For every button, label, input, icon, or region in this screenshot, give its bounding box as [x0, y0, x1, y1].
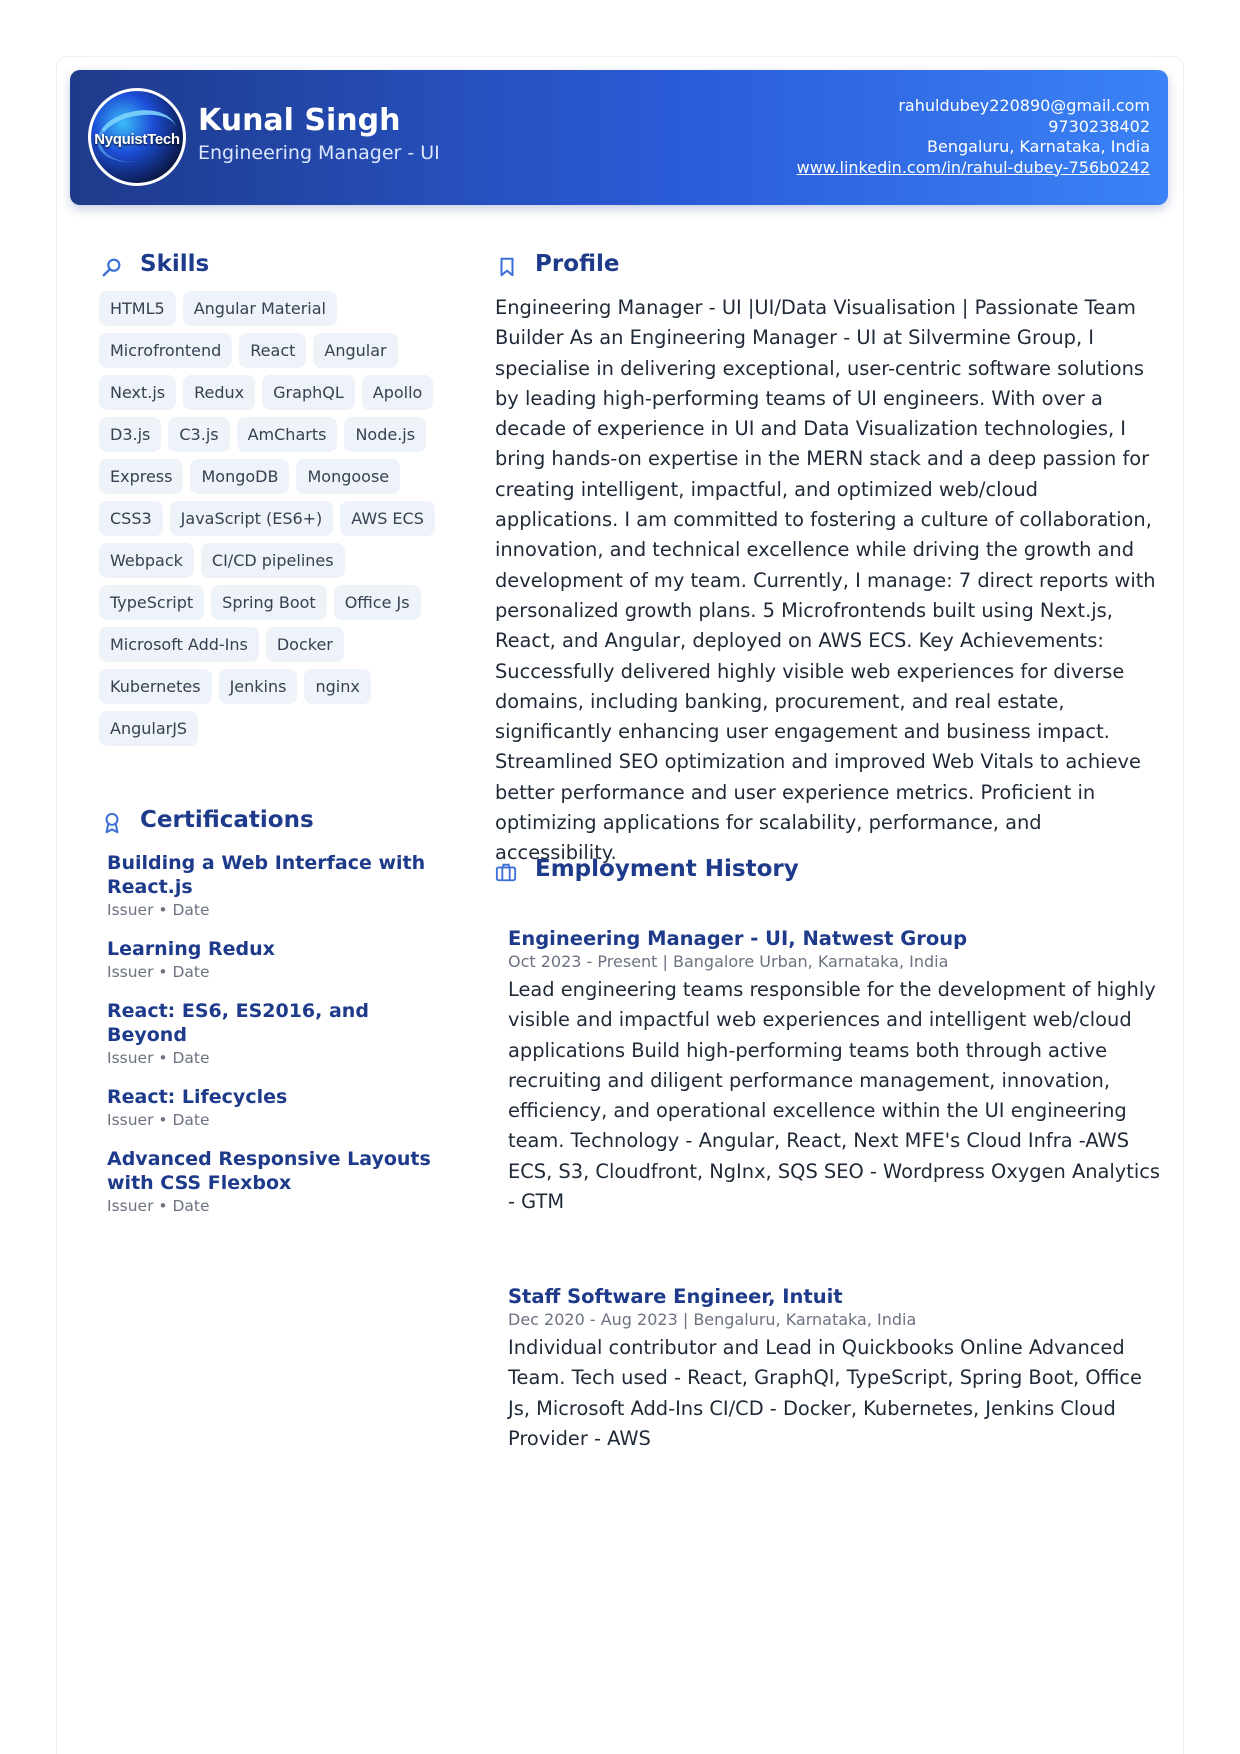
- certifications-list: [107, 851, 437, 1233]
- skill-chip: Kubernetes: [99, 669, 212, 704]
- certification-item: [107, 851, 437, 921]
- certification-item: [107, 1085, 437, 1131]
- contact-linkedin-link[interactable]: www.linkedin.com/in/rahul-dubey-756b0242: [796, 157, 1150, 177]
- certification-title: React: ES6, ES2016, and Beyond: [107, 1000, 369, 1046]
- skills-list: [99, 291, 439, 746]
- job-description: Lead engineering teams responsible for the development of highly visible and impactful web experiences and intelligent web/cloud applications Build high-performing teams both through active recruiting and diligent performance management, innovation, efficiency, and operational excellence within the UI engineering team. Technology - Angular, React, Next MFE's Cloud Infra -AWS ECS, S3, Cloudfront, NgInx, SQS SEO - Wordpress Oxygen Analytics - GTM: [508, 978, 1161, 1214]
- award-icon: [101, 812, 123, 834]
- skill-chip: GraphQL: [262, 375, 355, 410]
- skill-chip: Redux: [183, 375, 255, 410]
- skill-chip: TypeScript: [99, 585, 204, 620]
- skill-chip: AWS ECS: [340, 501, 435, 536]
- skill-chip: AmCharts: [237, 417, 338, 452]
- skill-chip: Webpack: [99, 543, 194, 578]
- certification-title: React: Lifecycles: [107, 1086, 288, 1108]
- skill-chip: HTML5: [99, 291, 176, 326]
- certification-item: [107, 999, 437, 1069]
- skill-chip: Spring Boot: [211, 585, 327, 620]
- job-entry: [508, 1285, 1163, 1454]
- skill-chip: Apollo: [362, 375, 434, 410]
- resume-header: [70, 70, 1168, 205]
- skill-chip: C3.js: [168, 417, 229, 452]
- contact-email[interactable]: rahuldubey220890@gmail.com: [898, 96, 1150, 115]
- skill-chip: Jenkins: [219, 669, 298, 704]
- skills-heading: Skills: [140, 251, 210, 277]
- profile-summary: Engineering Manager - UI |UI/Data Visualisation | Passionate Team Builder As an Engineering Manager - UI at Silvermine Group, I specialise in delivering exceptional, user-centric software solutions by leading high-performing teams of UI engineers. With over a decade of experience in UI and Data Visualization technologies, I bring hands-on expertise in the MERN stack and a deep passion for creating intelligent, impactful, and optimized web/cloud applications. I am committed to fostering a culture of collaboration, innovation, and technical excellence while driving the growth and development of my team. Currently, I manage: 7 direct reports with personalized growth plans. 5 Microfrontends built using Next.js, React, and Angular, deployed on AWS ECS. Key Achievements: Successfully delivered highly visible web experiences for diverse domains, including banking, procurement, and real estate, significantly enhancing user engagement and business impact. Streamlined SEO optimization and improved Web Vitals to achieve better performance and user experience metrics. Proficient in optimizing applications for scalability, performance, and accessibility.: [495, 296, 1156, 865]
- skill-chip: JavaScript (ES6+): [170, 501, 334, 536]
- skill-chip: AngularJS: [99, 711, 198, 746]
- skill-chip: Microsoft Add-Ins: [99, 627, 259, 662]
- certification-meta: Issuer • Date: [107, 1049, 210, 1067]
- skill-chip: CI/CD pipelines: [201, 543, 345, 578]
- skill-chip: Angular: [313, 333, 397, 368]
- skill-chip: Mongoose: [296, 459, 400, 494]
- skill-chip: Docker: [266, 627, 344, 662]
- certification-meta: Issuer • Date: [107, 901, 210, 919]
- briefcase-icon: [495, 861, 517, 883]
- contact-location: Bengaluru, Karnataka, India: [927, 137, 1150, 156]
- skill-chip: CSS3: [99, 501, 163, 536]
- certification-meta: Issuer • Date: [107, 1111, 210, 1129]
- skill-chip: React: [239, 333, 306, 368]
- job-dates-location: Oct 2023 - Present | Bangalore Urban, Karnataka, India: [508, 952, 949, 971]
- skill-chip: Microfrontend: [99, 333, 232, 368]
- skill-chip: Express: [99, 459, 183, 494]
- job-title: Engineering Manager - UI, Natwest Group: [508, 927, 968, 950]
- job-description: Individual contributor and Lead in Quickbooks Online Advanced Team. Tech used - React, GraphQl, TypeScript, Spring Boot, Office Js, Microsoft Add-Ins CI/CD - Docker, Kubernetes, Jenkins Cloud Provider - AWS: [508, 1336, 1142, 1450]
- certifications-heading: Certifications: [140, 807, 314, 833]
- certification-item: [107, 1147, 437, 1217]
- certification-meta: Issuer • Date: [107, 1197, 210, 1215]
- certification-title: Building a Web Interface with React.js: [107, 852, 426, 898]
- contact-phone: 9730238402: [1048, 116, 1150, 136]
- logo-text: NyquistTech: [94, 131, 180, 148]
- job-dates-location: Dec 2020 - Aug 2023 | Bengaluru, Karnataka, India: [508, 1310, 917, 1329]
- skill-chip: Node.js: [344, 417, 426, 452]
- candidate-name: Kunal Singh: [198, 103, 401, 138]
- profile-heading: Profile: [535, 251, 620, 277]
- skill-chip: Office Js: [334, 585, 421, 620]
- company-logo: [88, 88, 186, 186]
- certification-item: [107, 937, 437, 983]
- search-icon: [101, 256, 123, 278]
- candidate-role: Engineering Manager - UI: [198, 142, 440, 164]
- certification-title: Learning Redux: [107, 938, 275, 960]
- skill-chip: nginx: [304, 669, 370, 704]
- bookmark-icon: [496, 256, 518, 278]
- employment-heading: Employment History: [535, 856, 799, 882]
- skill-chip: D3.js: [99, 417, 161, 452]
- certification-title: Advanced Responsive Layouts with CSS Flexbox: [107, 1148, 431, 1194]
- job-title: Staff Software Engineer, Intuit: [508, 1285, 843, 1308]
- job-entry: [508, 927, 1163, 1217]
- skill-chip: Next.js: [99, 375, 176, 410]
- certification-meta: Issuer • Date: [107, 963, 210, 981]
- contact-block: [797, 96, 1150, 178]
- skill-chip: Angular Material: [183, 291, 337, 326]
- skill-chip: MongoDB: [190, 459, 289, 494]
